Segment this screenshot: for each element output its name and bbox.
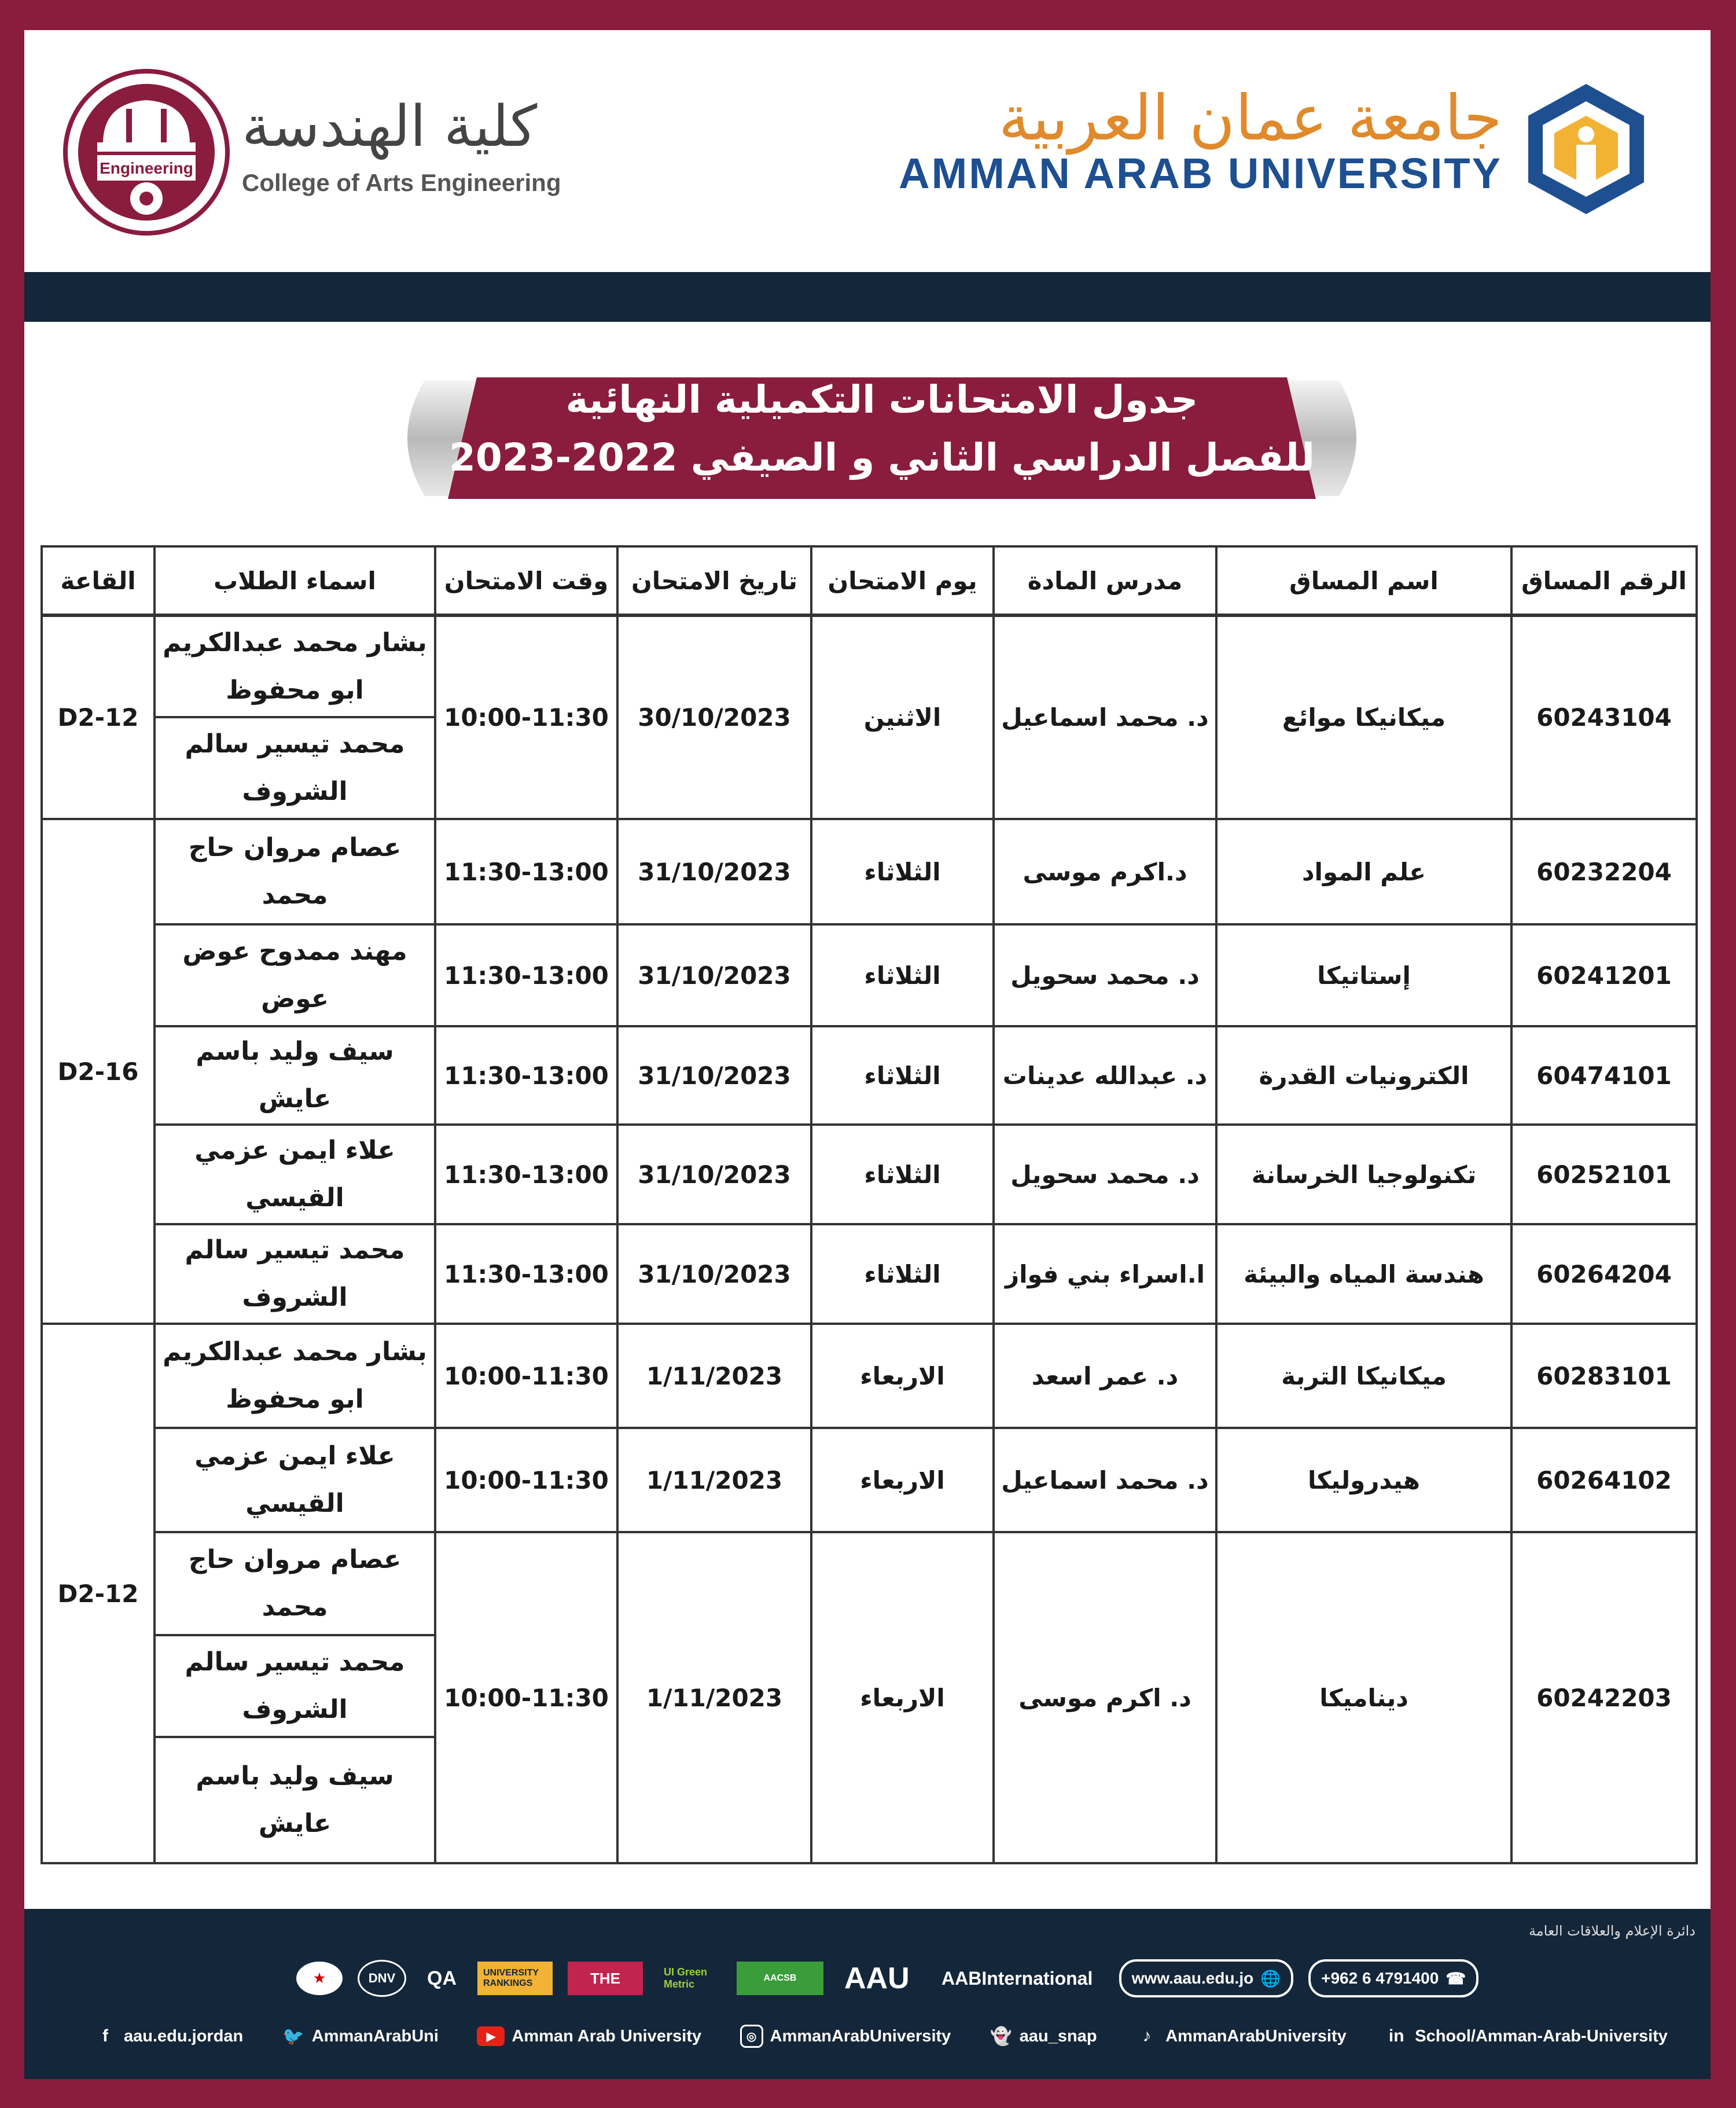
exam-day: الثلاثاء (811, 924, 994, 1026)
exam-date: 1/11/2023 (617, 1324, 811, 1428)
student-name: بشار محمد عبدالكريم ابو محفوظ (155, 1324, 435, 1428)
exam-day: الاثنين (811, 615, 994, 819)
course-name: إستاتيكا (1216, 924, 1511, 1026)
instructor: د.اكرم موسى (994, 819, 1216, 924)
schedule-subtitle: للفصل الدراسي الثاني و الصيفي 2022-2023 (448, 435, 1315, 480)
course-name: ديناميكا (1216, 1532, 1511, 1863)
student-name: عصام مروان حاج محمد (155, 819, 435, 924)
university-name-ar: جامعة عمان العربية (998, 82, 1502, 155)
exam-time: 11:30-13:00 (435, 1224, 617, 1324)
instructor: د. محمد سحويل (994, 924, 1216, 1026)
student-name: محمد تيسير سالم الشروف (155, 717, 435, 819)
table-row (42, 1125, 1697, 1224)
header-exam-day: يوم الامتحان (811, 546, 994, 615)
student-name: محمد تيسير سالم الشروف (155, 1635, 435, 1737)
exam-day: الاربعاء (811, 1428, 994, 1532)
table-row (42, 1428, 1697, 1532)
social-links (94, 2025, 1668, 2048)
phone-text: +962 6 4791400 (1321, 1969, 1439, 1987)
course-name: ميكانيكا موائع (1216, 615, 1511, 819)
phone-pill[interactable] (1308, 1959, 1478, 1997)
course-name: علم المواد (1216, 819, 1511, 924)
room: D2-12 (42, 615, 155, 819)
course-no: 60243104 (1511, 615, 1697, 819)
accreditation-badges (296, 1955, 1478, 2002)
website-text: www.aau.edu.jo (1131, 1969, 1254, 1987)
page-sheet (24, 30, 1711, 2079)
instagram-icon: ◎ (740, 2025, 763, 2048)
university-name-en: AMMAN ARAB UNIVERSITY (899, 149, 1502, 197)
table-row (42, 615, 1697, 717)
instagram-handle: AmmanArabUniversity (770, 2026, 951, 2045)
exam-date: 30/10/2023 (617, 615, 811, 819)
exam-day: الاربعاء (811, 1532, 994, 1863)
student-name: عصام مروان حاج محمد (155, 1532, 435, 1635)
tiktok-icon: ♪ (1142, 2026, 1152, 2045)
course-name: ميكانيكا التربة (1216, 1324, 1511, 1428)
aau-badge: AAU (844, 1962, 910, 1995)
exam-schedule-table (41, 545, 1698, 1864)
instructor: د. عبدالله عدينات (994, 1026, 1216, 1125)
room: D2-12 (42, 1324, 155, 1863)
tiktok-link[interactable] (1135, 2025, 1347, 2048)
exam-date: 31/10/2023 (617, 924, 811, 1026)
twitter-link[interactable] (282, 2025, 439, 2048)
linkedin-link[interactable] (1385, 2025, 1668, 2048)
exam-time: 11:30-13:00 (435, 924, 617, 1026)
footer (24, 1909, 1711, 2079)
student-name: سيف وليد باسم عايش (155, 1026, 435, 1125)
exam-time: 11:30-13:00 (435, 819, 617, 924)
snapchat-link[interactable] (990, 2025, 1097, 2048)
student-name: سيف وليد باسم عايش (155, 1737, 435, 1863)
twitter-icon: 🐦 (282, 2026, 304, 2046)
course-no: 60264102 (1511, 1428, 1697, 1532)
student-name: محمد تيسير سالم الشروف (155, 1224, 435, 1324)
course-name: تكنولوجيا الخرسانة (1216, 1125, 1511, 1224)
aab-international-badge: AABInternational (941, 1967, 1093, 1989)
course-no: 60283101 (1511, 1324, 1697, 1428)
exam-date: 1/11/2023 (617, 1428, 811, 1532)
phone-icon: ☎ (1446, 1969, 1466, 1988)
youtube-handle: Amman Arab University (512, 2026, 702, 2045)
table-row (42, 1324, 1697, 1428)
snapchat-handle: aau_snap (1019, 2026, 1097, 2045)
globe-icon: 🌐 (1260, 1969, 1281, 1988)
room: D2-16 (42, 819, 155, 1324)
exam-day: الثلاثاء (811, 819, 994, 924)
header-exam-time: وقت الامتحان (435, 546, 617, 615)
header-course-name: اسم المساق (1216, 546, 1511, 615)
exam-time: 11:30-13:00 (435, 1125, 617, 1224)
exam-day: الاربعاء (811, 1324, 994, 1428)
university-logo-icon (1525, 81, 1647, 217)
course-no: 60474101 (1511, 1026, 1697, 1125)
exam-time: 11:30-13:00 (435, 1026, 617, 1125)
header-course-no: الرقم المساق (1511, 546, 1697, 615)
header-students: اسماء الطلاب (155, 546, 435, 615)
instructor: د. محمد اسماعيل (994, 615, 1216, 819)
jordan-badge-icon: ★ (296, 1962, 343, 1995)
course-name: هيدروليكا (1216, 1428, 1511, 1532)
instructor: د. عمر اسعد (994, 1324, 1216, 1428)
ui-green-metric-badge: UI Green Metric (664, 1966, 708, 1990)
course-no: 60264204 (1511, 1224, 1697, 1324)
table-header-row (42, 546, 1697, 615)
youtube-link[interactable] (477, 2026, 701, 2046)
table-row (42, 1532, 1697, 1635)
course-name: هندسة المياه والبيئة (1216, 1224, 1511, 1324)
youtube-icon: ▶ (477, 2026, 505, 2046)
exam-day: الثلاثاء (811, 1224, 994, 1324)
student-name: علاء ايمن عزمي القيسي (155, 1428, 435, 1532)
course-name: الكترونيات القدرة (1216, 1026, 1511, 1125)
table-row (42, 1224, 1697, 1324)
dnv-badge: DNV (358, 1960, 406, 1997)
tiktok-handle: AmmanArabUniversity (1165, 2026, 1347, 2045)
student-name: علاء ايمن عزمي القيسي (155, 1125, 435, 1224)
facebook-handle: aau.edu.jordan (124, 2026, 244, 2045)
snapchat-icon: 👻 (990, 2026, 1012, 2046)
exam-time: 10:00-11:30 (435, 615, 617, 819)
the-rankings-badge: THE (568, 1962, 643, 1995)
twitter-handle: AmmanArabUni (311, 2026, 439, 2045)
exam-time: 10:00-11:30 (435, 1428, 617, 1532)
instructor: ا.اسراء بني فواز (994, 1224, 1216, 1324)
exam-date: 1/11/2023 (617, 1532, 811, 1863)
header-room: القاعة (42, 546, 155, 615)
header-instructor: مدرس المادة (994, 546, 1216, 615)
exam-time: 10:00-11:30 (435, 1532, 617, 1863)
schedule-title: جدول الامتحانات التكميلية النهائية (565, 377, 1198, 422)
college-name-ar: كلية الهندسة (242, 94, 538, 160)
linkedin-handle: School/Amman-Arab-University (1415, 2026, 1668, 2045)
exam-date: 31/10/2023 (617, 1026, 811, 1125)
instructor: د. محمد اسماعيل (994, 1428, 1216, 1532)
header (24, 30, 1711, 273)
instagram-link[interactable] (740, 2025, 951, 2048)
course-no: 60241201 (1511, 924, 1697, 1026)
aacsb-badge: AACSB (737, 1962, 823, 1995)
college-name-en: College of Arts Engineering (242, 169, 561, 196)
exam-date: 31/10/2023 (617, 819, 811, 924)
exam-day: الثلاثاء (811, 1026, 994, 1125)
course-no: 60232204 (1511, 819, 1697, 924)
table-row (42, 819, 1697, 924)
department-label: دائرة الإعلام والعلاقات العامة (1528, 1923, 1695, 1939)
engineering-college-logo-icon (62, 68, 230, 236)
exam-date: 31/10/2023 (617, 1224, 811, 1324)
header-divider-bar (24, 272, 1711, 322)
student-name: مهند ممدوح عوض عوض (155, 924, 435, 1026)
instructor: د. محمد سحويل (994, 1125, 1216, 1224)
instructor: د. اكرم موسى (994, 1532, 1216, 1863)
student-name: بشار محمد عبدالكريم ابو محفوظ (155, 615, 435, 717)
exam-date: 31/10/2023 (617, 1125, 811, 1224)
course-no: 60252101 (1511, 1125, 1697, 1224)
header-exam-date: تاريخ الامتحان (617, 546, 811, 615)
linkedin-icon: in (1388, 2026, 1404, 2045)
website-pill[interactable] (1119, 1959, 1293, 1997)
exam-day: الثلاثاء (811, 1125, 994, 1224)
university-rankings-badge: UNIVERSITY RANKINGS (477, 1962, 553, 1995)
college-badge-label: Engineering (100, 159, 193, 177)
table-row (42, 924, 1697, 1026)
facebook-icon: f (102, 2026, 108, 2045)
table-row (42, 1026, 1697, 1125)
exam-time: 10:00-11:30 (435, 1324, 617, 1428)
qa-badge: QA (427, 1967, 457, 1989)
course-no: 60242203 (1511, 1532, 1697, 1863)
facebook-link[interactable] (94, 2025, 243, 2048)
